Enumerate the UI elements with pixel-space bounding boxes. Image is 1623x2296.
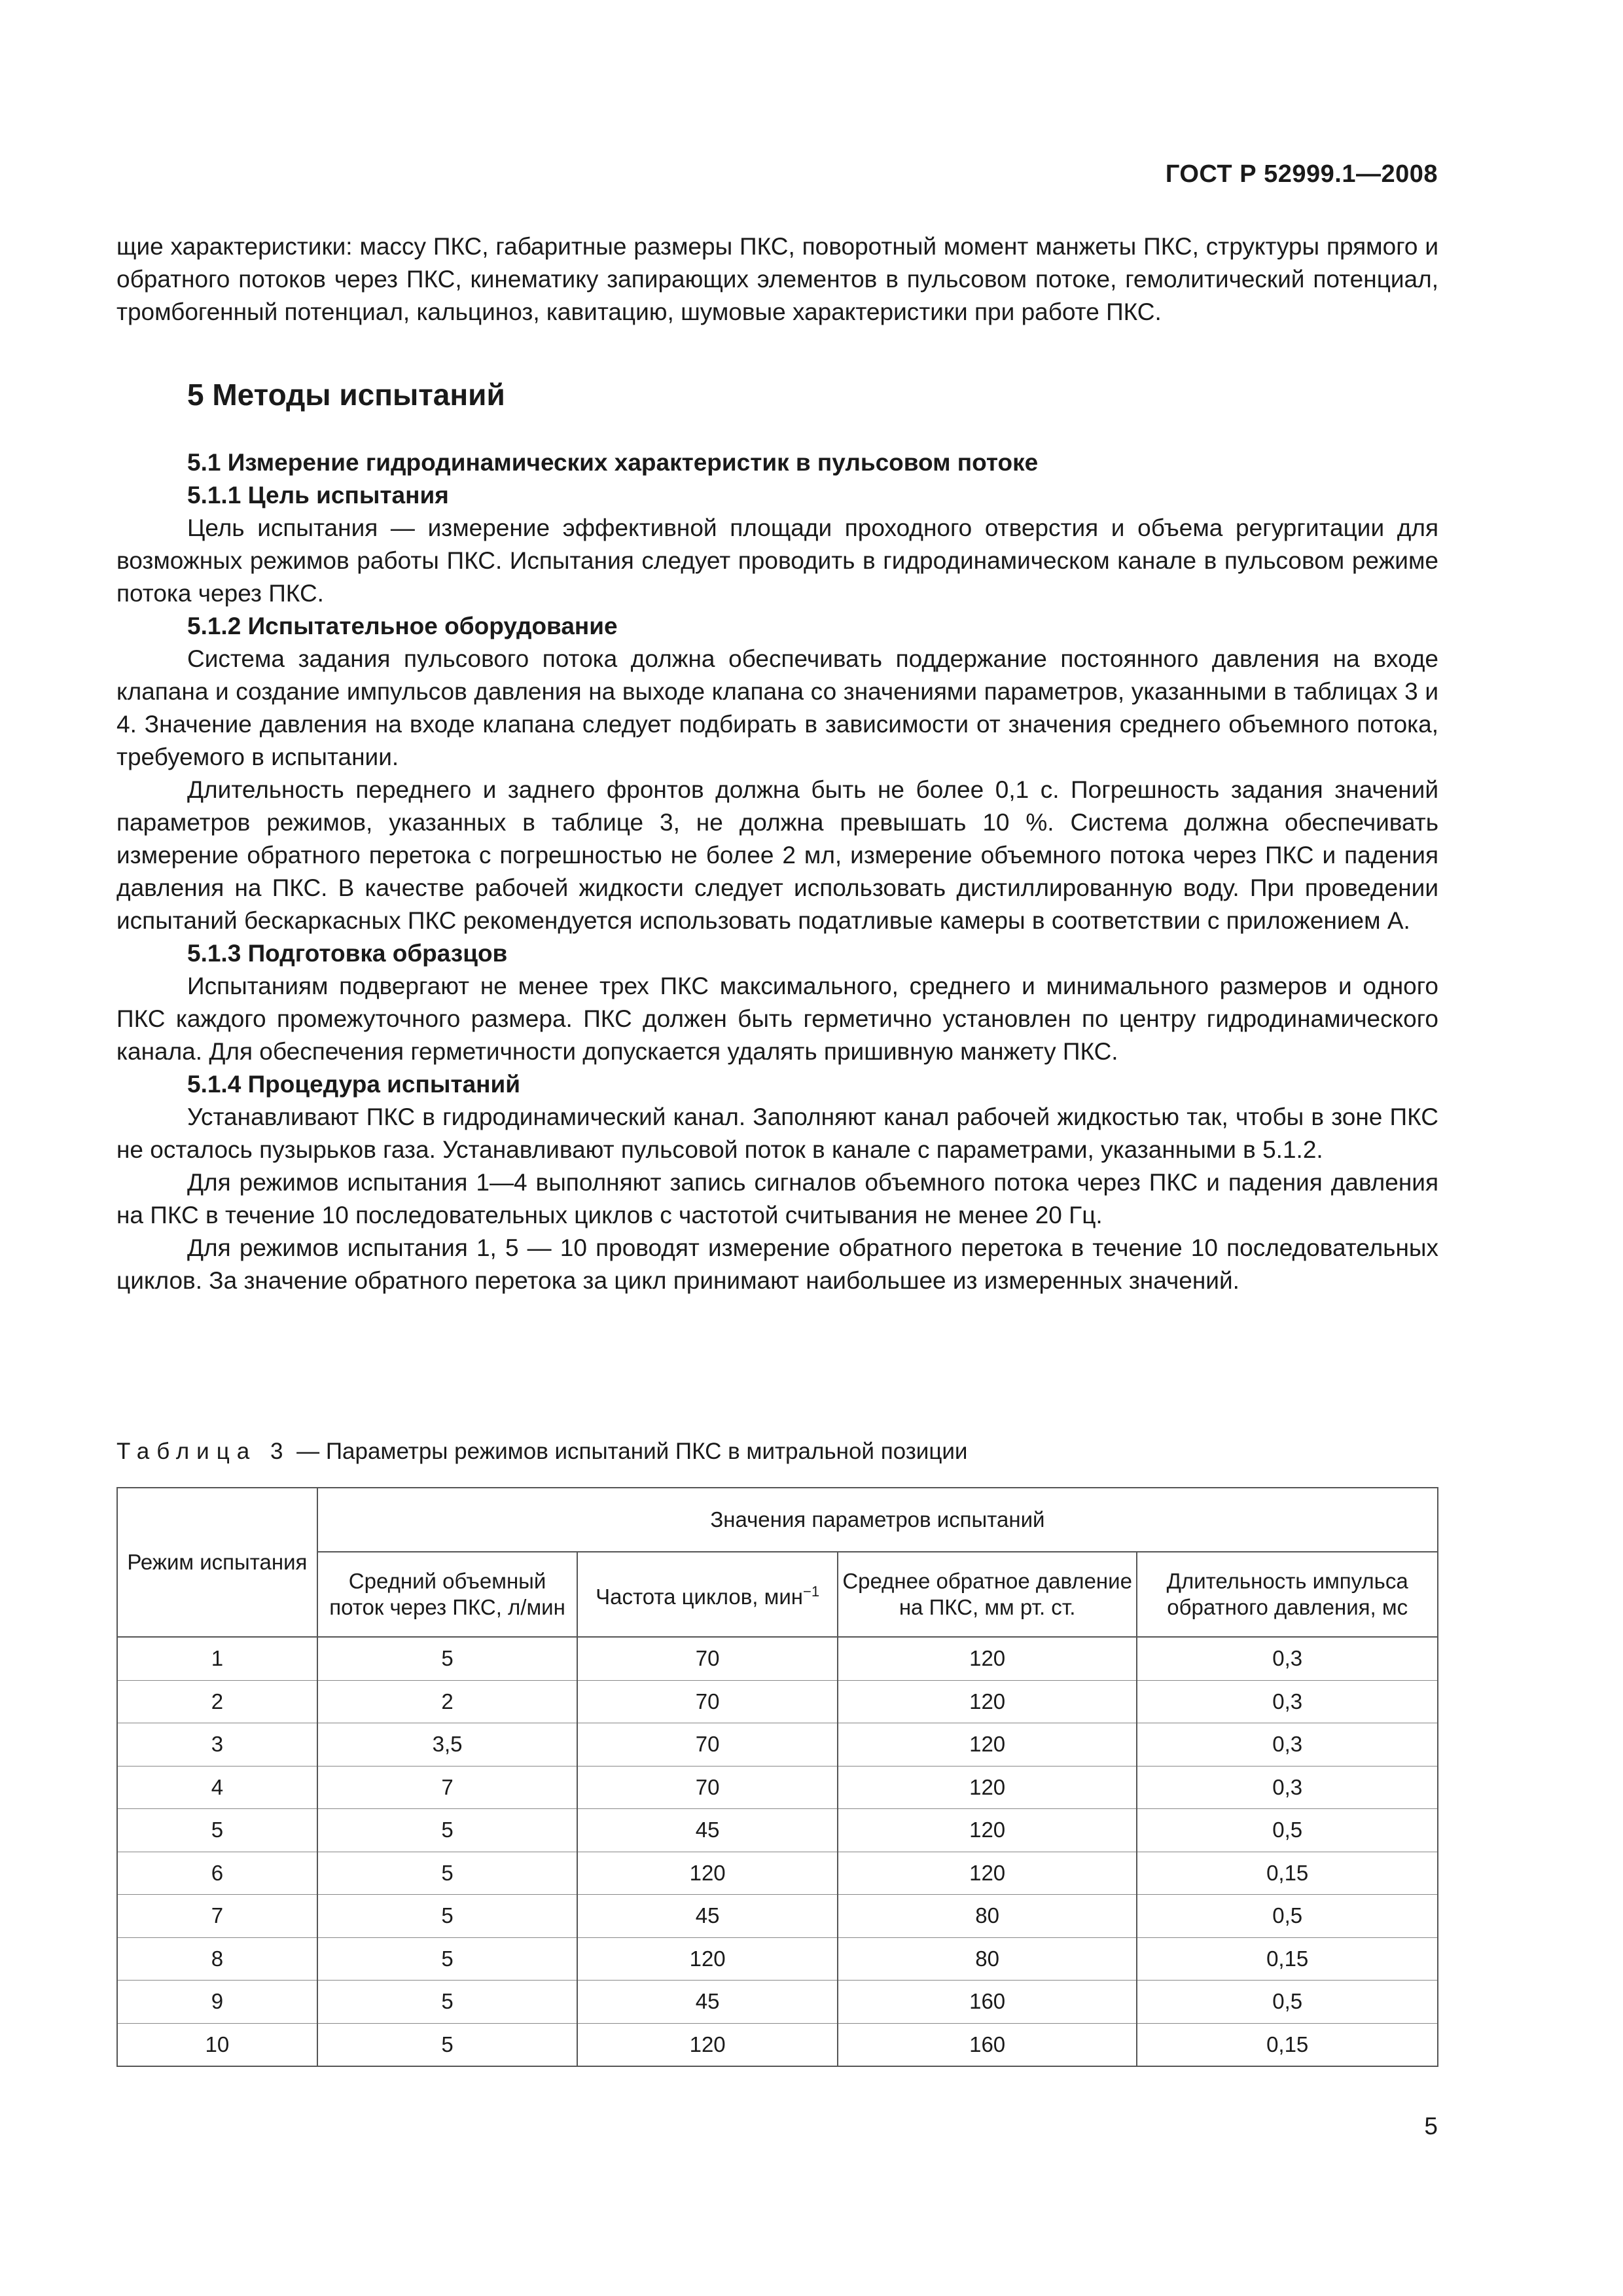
cell-duration: 0,3 (1137, 1766, 1438, 1809)
cell-flow: 7 (317, 1766, 578, 1809)
cell-mode: 3 (117, 1723, 317, 1767)
cell-flow: 5 (317, 1809, 578, 1852)
header-cycle-frequency-exponent: −1 (802, 1583, 820, 1600)
cell-duration: 0,3 (1137, 1637, 1438, 1680)
cell-flow: 5 (317, 1937, 578, 1981)
table-row (117, 1981, 1438, 2024)
cell-duration: 0,5 (1137, 1895, 1438, 1938)
table-3-caption (116, 1435, 967, 1468)
cell-frequency: 45 (577, 1809, 838, 1852)
cell-duration: 0,3 (1137, 1723, 1438, 1767)
cell-pressure: 120 (838, 1680, 1137, 1723)
page-number: 5 (1424, 2113, 1438, 2140)
cell-mode: 8 (117, 1937, 317, 1981)
table-3-caption-text: — Параметры режимов испытаний ПКС в митральной позиции (290, 1439, 968, 1464)
cell-flow: 5 (317, 1981, 578, 2024)
cell-flow: 2 (317, 1680, 578, 1723)
table-3-caption-label: Таблица 3 (116, 1439, 291, 1464)
table-row (117, 1637, 1438, 1680)
section-5-1-2-heading: 5.1.2 Испытательное оборудование (187, 613, 618, 639)
cell-frequency: 45 (577, 1981, 838, 2024)
section-5-heading: 5 Методы испытаний (187, 378, 505, 412)
header-parameter-values: Значения параметров испытаний (317, 1488, 1438, 1552)
cell-mode: 1 (117, 1637, 317, 1680)
cell-frequency: 70 (577, 1637, 838, 1680)
table-row (117, 1937, 1438, 1981)
cell-mode: 9 (117, 1981, 317, 2024)
cell-flow: 5 (317, 1895, 578, 1938)
section-5-1-3-heading: 5.1.3 Подготовка образцов (187, 940, 508, 967)
header-pulse-duration: Длительность импульса обратного давления, мс (1137, 1552, 1438, 1637)
header-cycle-frequency-label: Частота циклов, мин (596, 1585, 803, 1609)
cell-mode: 6 (117, 1852, 317, 1895)
cell-pressure: 80 (838, 1895, 1137, 1938)
cell-frequency: 45 (577, 1895, 838, 1938)
cell-frequency: 120 (577, 1852, 838, 1895)
cell-flow: 5 (317, 2023, 578, 2066)
cell-pressure: 120 (838, 1852, 1137, 1895)
document-code-header: ГОСТ Р 52999.1—2008 (1165, 160, 1438, 188)
cell-flow: 3,5 (317, 1723, 578, 1767)
cell-flow: 5 (317, 1852, 578, 1895)
section-5-1-4-paragraph-3: Для режимов испытания 1, 5 — 10 проводят измерение обратного перетока в течение 10 последовательных циклов. За значение обратного перетока за цикл принимают наибольшее из измеренных значений. (116, 1234, 1438, 1294)
cell-duration: 0,15 (1137, 1937, 1438, 1981)
table-row (117, 2023, 1438, 2066)
section-5-1-4-paragraph-1: Устанавливают ПКС в гидродинамический канал. Заполняют канал рабочей жидкостью так, чтобы в зоне ПКС не осталось пузырьков газа. Устанавливают пульсовой поток в канале с параметрами, указанными в 5.1.2. (116, 1103, 1438, 1163)
table-row (117, 1895, 1438, 1938)
cell-duration: 0,5 (1137, 1981, 1438, 2024)
cell-mode: 10 (117, 2023, 317, 2066)
cell-frequency: 70 (577, 1766, 838, 1809)
table-row (117, 1852, 1438, 1895)
cell-mode: 2 (117, 1680, 317, 1723)
section-5-1-4-paragraph-2: Для режимов испытания 1—4 выполняют запись сигналов объемного потока через ПКС и падения давления на ПКС в течение 10 последовательных циклов с частотой считывания не менее 20 Гц. (116, 1169, 1438, 1229)
table-row (117, 1809, 1438, 1852)
cell-pressure: 120 (838, 1637, 1137, 1680)
section-5-1-3-text: Испытаниям подвергают не менее трех ПКС максимального, среднего и минимального размеров и одного ПКС каждого промежуточного размера. ПКС должен быть герметично установлен по центру гидродинамического канала. Для обеспечения герметичности допускается удалять пришивную манжету ПКС. (116, 973, 1438, 1065)
cell-duration: 0,15 (1137, 2023, 1438, 2066)
section-5-1-2-paragraph-2: Длительность переднего и заднего фронтов должна быть не более 0,1 с. Погрешность задания значений параметров режимов, указанных в таблице 3, не должна превышать 10 %. Система должна обеспечивать измерение обратного перетока с погрешностью не более 2 мл, измерение объемного потока через ПКС и падения давления на ПКС. В качестве рабочей жидкости следует использовать дистиллированную воду. При проведении испытаний бескаркасных ПКС рекомендуется использовать податливые камеры в соответствии с приложением А. (116, 776, 1438, 934)
cell-duration: 0,5 (1137, 1809, 1438, 1852)
table-row (117, 1680, 1438, 1723)
cell-pressure: 120 (838, 1723, 1137, 1767)
document-body (116, 230, 1438, 1297)
header-back-pressure: Среднее обратное давление на ПКС, мм рт. ст. (838, 1552, 1137, 1637)
cell-mode: 5 (117, 1809, 317, 1852)
header-average-flow: Средний объемный поток через ПКС, л/мин (317, 1552, 578, 1637)
intro-paragraph: щие характеристики: массу ПКС, габаритные размеры ПКС, поворотный момент манжеты ПКС, структуры прямого и обратного потоков через ПКС, кинематику запирающих элементов в пульсовом потоке, гемолитический потенциал, тромбогенный потенциал, кальциноз, кавитацию, шумовые характеристики при работе ПКС. (116, 233, 1438, 325)
cell-pressure: 160 (838, 1981, 1137, 2024)
section-5-1-2-paragraph-1: Система задания пульсового потока должна обеспечивать поддержание постоянного давления на входе клапана и создание импульсов давления на выходе клапана со значениями параметров, указанными в таблицах 3 и 4. Значение давления на входе клапана следует подбирать в зависимости от значения среднего объемного потока, требуемого в испытании. (116, 645, 1438, 770)
cell-pressure: 160 (838, 2023, 1137, 2066)
section-5-1-1-text: Цель испытания — измерение эффективной площади проходного отверстия и объема регургитации для возможных режимов работы ПКС. Испытания следует проводить в гидродинамическом канале в пульсовом режиме потока через ПКС. (116, 514, 1438, 607)
cell-mode: 7 (117, 1895, 317, 1938)
cell-frequency: 70 (577, 1723, 838, 1767)
section-5-1-4-heading: 5.1.4 Процедура испытаний (187, 1071, 520, 1098)
table-row (117, 1723, 1438, 1767)
table-3 (116, 1487, 1438, 2067)
section-5-1-1-heading: 5.1.1 Цель испытания (187, 482, 449, 509)
cell-pressure: 120 (838, 1766, 1137, 1809)
cell-flow: 5 (317, 1637, 578, 1680)
cell-duration: 0,15 (1137, 1852, 1438, 1895)
cell-duration: 0,3 (1137, 1680, 1438, 1723)
section-5-1-heading: 5.1 Измерение гидродинамических характеристик в пульсовом потоке (187, 449, 1039, 476)
cell-frequency: 120 (577, 2023, 838, 2066)
table-row (117, 1766, 1438, 1809)
cell-pressure: 80 (838, 1937, 1137, 1981)
header-test-mode: Режим испытания (117, 1488, 317, 1637)
header-cycle-frequency (577, 1552, 838, 1637)
cell-frequency: 70 (577, 1680, 838, 1723)
cell-pressure: 120 (838, 1809, 1137, 1852)
cell-frequency: 120 (577, 1937, 838, 1981)
cell-mode: 4 (117, 1766, 317, 1809)
